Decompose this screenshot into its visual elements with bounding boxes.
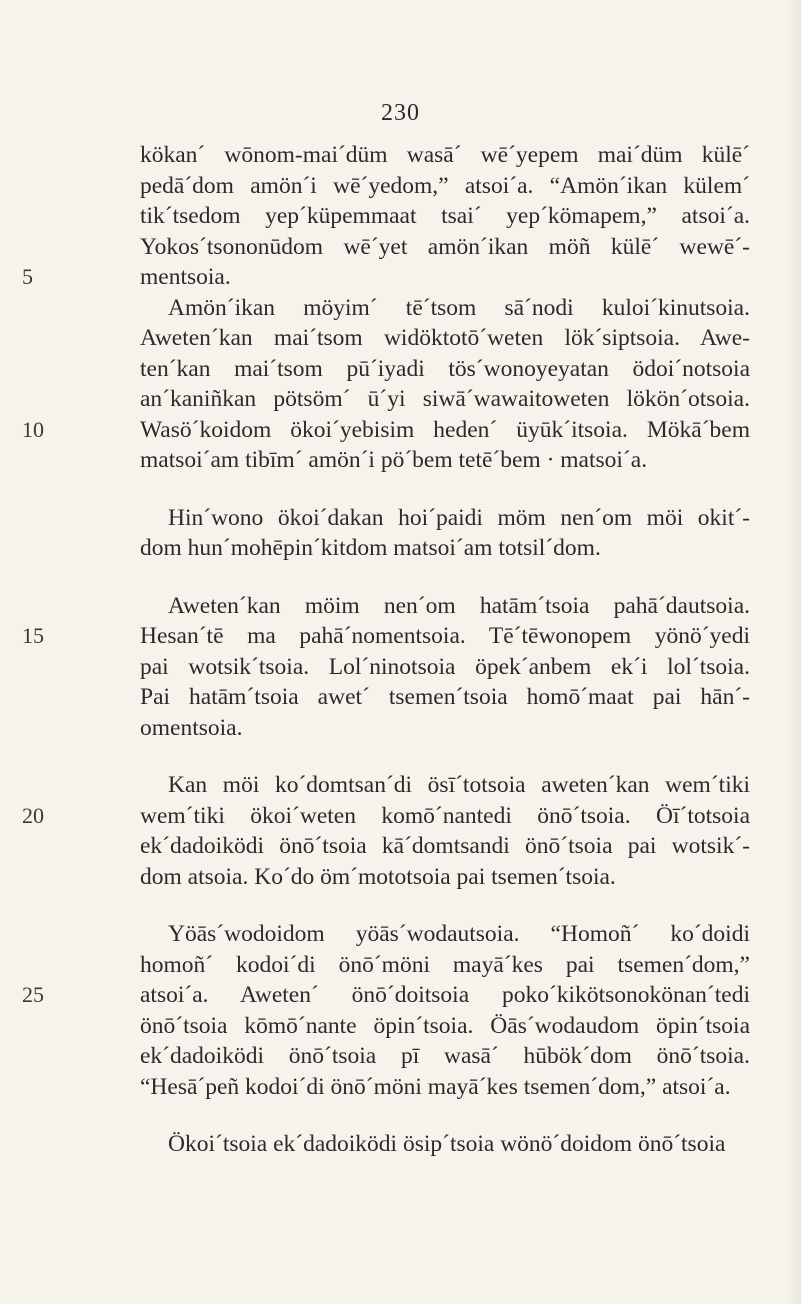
line-text: kökan´ wōnom-mai´düm wasā´ wē´yepem mai´düm külē´ xyxy=(140,142,750,168)
line-text: wem´tiki ökoi´weten komō´nantedi önō´tsoia. Öī´totsoia xyxy=(140,802,750,829)
body-text xyxy=(22,140,750,1160)
line-text: mentsoia. xyxy=(140,264,231,290)
text-line xyxy=(140,201,750,232)
text-line xyxy=(140,1072,750,1103)
line-number: 25 xyxy=(22,982,44,1007)
line-text: pedā´dom amön´i wē´yedom,” atsoi´a. “Amön´ikan külem´ xyxy=(140,172,750,199)
line-text: Aweten´kan mai´tsom widöktotō´weten lök´siptsoia. Awe- xyxy=(140,325,750,351)
line-text: Aweten´kan möim nen´om hatām´tsoia pahā´dautsoia. xyxy=(168,592,750,619)
line-text: “Hesā´peñ kodoi´di önō´möni mayā´kes tsemen´dom,” atsoi´a. xyxy=(140,1073,731,1100)
page-number: 230 xyxy=(381,100,420,126)
text-line xyxy=(140,323,750,354)
line-text: Kan möi ko´domtsan´di ösī´totsoia aweten´kan wem´tiki xyxy=(168,772,750,798)
line-text: Yokos´tsononūdom wē´yet amön´ikan möñ külē´ wewē´- xyxy=(140,233,750,260)
page-edge-shadow xyxy=(787,0,801,1304)
text-line xyxy=(140,831,750,862)
line-text: pai wotsik´tsoia. Lol´ninotsoia öpek´anbem ek´i lol´tsoia. xyxy=(140,653,750,680)
paragraph xyxy=(22,140,750,476)
text-line xyxy=(140,140,750,171)
line-number: 10 xyxy=(22,416,44,442)
text-line xyxy=(140,445,750,476)
line-number: 20 xyxy=(22,802,44,828)
text-line xyxy=(140,1129,750,1160)
text-line xyxy=(140,171,750,202)
text-line xyxy=(140,293,750,324)
line-text: ek´dadoiködi önō´tsoia kā´domtsandi önō´tsoia pai wotsik´- xyxy=(140,833,750,859)
line-text: Wasö´koidom ökoi´yebisim heden´ üyūk´itsoia. Mökā´bem xyxy=(140,416,750,443)
line-text: omentsoia. xyxy=(140,714,243,741)
line-number: 15 xyxy=(22,623,44,648)
line-text: dom atsoia. Ko´do öm´mototsoia pai tsemen´tsoia. xyxy=(140,863,616,890)
paragraph xyxy=(22,919,750,1102)
text-line xyxy=(22,262,750,293)
line-text: matsoi´am tibīm´ amön´i pö´bem tetē´bem · matsoi´a. xyxy=(140,447,648,473)
line-text: ten´kan mai´tsom pū´iyadi tös´wonoyeyatan ödoi´notsoia xyxy=(140,355,750,382)
line-number: 5 xyxy=(22,264,33,289)
text-line xyxy=(140,591,750,622)
line-text: atsoi´a. Aweten´ önō´doitsoia poko´kikötsonokönan´tedi xyxy=(140,982,750,1008)
text-line xyxy=(140,533,750,564)
line-text: dom hun´mohēpin´kitdom matsoi´am totsil´dom. xyxy=(140,535,601,561)
line-text: homoñ´ kodoi´di önō´möni mayā´kes pai tsemen´dom,” xyxy=(140,951,750,978)
line-text: Yöās´wodoidom yöās´wodautsoia. “Homoñ´ ko´doidi xyxy=(168,921,750,947)
text-line xyxy=(22,415,750,446)
line-text: Amön´ikan möyim´ tē´tsom sā´nodi kuloi´kinutsoia. xyxy=(168,294,750,321)
text-line xyxy=(140,713,750,744)
text-line xyxy=(22,621,750,652)
paragraph xyxy=(22,770,750,892)
line-text: önō´tsoia kōmō´nante öpin´tsoia. Öās´wodaudom öpin´tsoia xyxy=(140,1012,750,1039)
text-line xyxy=(140,1011,750,1042)
text-line xyxy=(140,232,750,263)
text-line xyxy=(22,801,750,832)
text-line xyxy=(140,503,750,534)
paragraph xyxy=(140,1129,750,1160)
text-line xyxy=(140,652,750,683)
line-text: an´kaniñkan pötsöm´ ū´yi siwā´wawaitoweten lökön´otsoia. xyxy=(140,386,750,412)
text-line xyxy=(140,354,750,385)
text-line xyxy=(140,1041,750,1072)
paragraph xyxy=(140,503,750,564)
text-line xyxy=(140,770,750,801)
text-line xyxy=(140,919,750,950)
line-text: Hin´wono ökoi´dakan hoi´paidi möm nen´om möi okit´- xyxy=(168,504,750,531)
line-text: Ökoi´tsoia ek´dadoiködi ösip´tsoia wönö´doidom önō´tsoia xyxy=(168,1131,726,1157)
text-line xyxy=(140,862,750,893)
text-line xyxy=(140,950,750,981)
text-line xyxy=(22,980,750,1011)
line-text: Pai hatām´tsoia awet´ tsemen´tsoia homō´maat pai hān´- xyxy=(140,684,750,710)
line-text: ek´dadoiködi önō´tsoia pī wasā´ hūbök´dom önō´tsoia. xyxy=(140,1043,750,1069)
paragraph xyxy=(22,591,750,744)
text-line xyxy=(140,384,750,415)
line-text: tik´tsedom yep´küpemmaat tsai´ yep´kömapem,” atsoi´a. xyxy=(140,203,750,229)
text-line xyxy=(140,682,750,713)
line-text: Hesan´tē ma pahā´nomentsoia. Tē´tēwonopem yönö´yedi xyxy=(140,623,750,649)
